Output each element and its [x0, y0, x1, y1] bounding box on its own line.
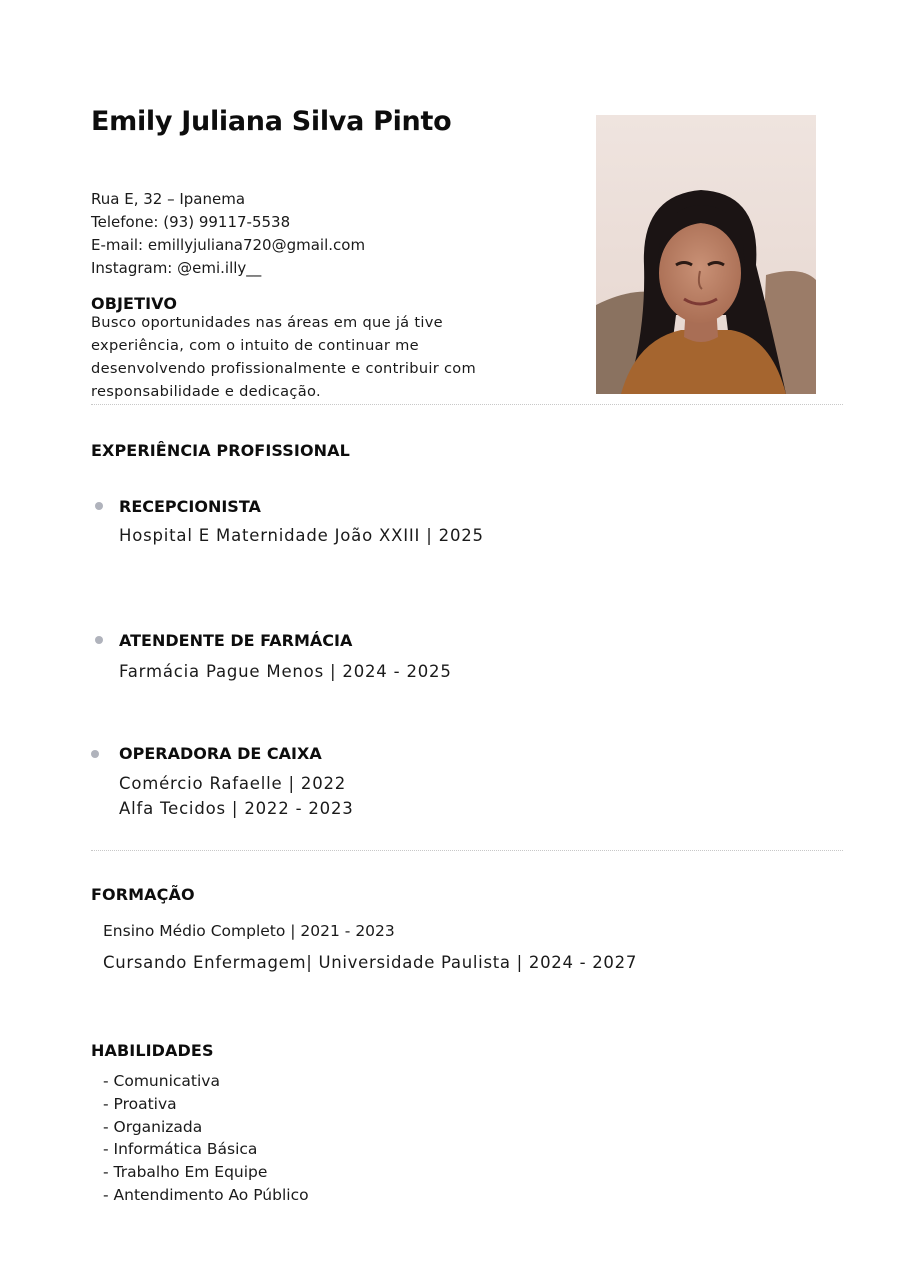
- skill-item: - Trabalho Em Equipe: [103, 1163, 268, 1182]
- skill-item: - Proativa: [103, 1094, 177, 1113]
- contact-phone: Telefone: (93) 99117-5538: [91, 213, 291, 231]
- skill-item: - Antendimento Ao Público: [103, 1185, 309, 1204]
- education-title: FORMAÇÃO: [91, 885, 195, 904]
- contact-instagram: Instagram: @emi.illy__: [91, 259, 262, 277]
- profile-photo: [596, 115, 816, 394]
- job-place: Farmácia Pague Menos | 2024 - 2025: [119, 662, 452, 681]
- job-role: ATENDENTE DE FARMÁCIA: [119, 631, 353, 650]
- skills-list: [103, 1070, 309, 1207]
- education-item: Ensino Médio Completo | 2021 - 2023: [103, 922, 395, 940]
- job-place: Hospital E Maternidade João XXIII | 2025: [119, 526, 484, 545]
- bullet-icon: [95, 502, 103, 510]
- job-place: Comércio Rafaelle | 2022: [119, 774, 347, 793]
- divider-top: [91, 404, 843, 405]
- education-item: Cursando Enfermagem| Universidade Paulista | 2024 - 2027: [103, 953, 638, 972]
- bullet-icon: [95, 636, 103, 644]
- skill-item: - Organizada: [103, 1117, 203, 1136]
- skill-item: - Comunicativa: [103, 1072, 220, 1090]
- objective-title: OBJETIVO: [91, 294, 178, 313]
- contact-address: Rua E, 32 – Ipanema: [91, 190, 246, 208]
- contact-email: E-mail: emillyjuliana720@gmail.com: [91, 236, 366, 254]
- job-role: OPERADORA DE CAIXA: [119, 744, 322, 763]
- skills-title: HABILIDADES: [91, 1041, 214, 1060]
- objective-text: Busco oportunidades nas áreas em que já tive experiência, com o intuito de continuar me desenvolvendo profissionalmente e contribuir com responsabilidade e dedicação.: [91, 314, 477, 400]
- candidate-name: Emily Juliana Silva Pinto: [91, 106, 452, 137]
- bullet-icon: [91, 750, 99, 758]
- divider-middle: [91, 850, 843, 851]
- job-place: Alfa Tecidos | 2022 - 2023: [119, 799, 354, 818]
- job-role: RECEPCIONISTA: [119, 497, 261, 516]
- experience-title: EXPERIÊNCIA PROFISSIONAL: [91, 441, 350, 460]
- skill-item: - Informática Básica: [103, 1140, 258, 1159]
- contact-block: [91, 188, 365, 280]
